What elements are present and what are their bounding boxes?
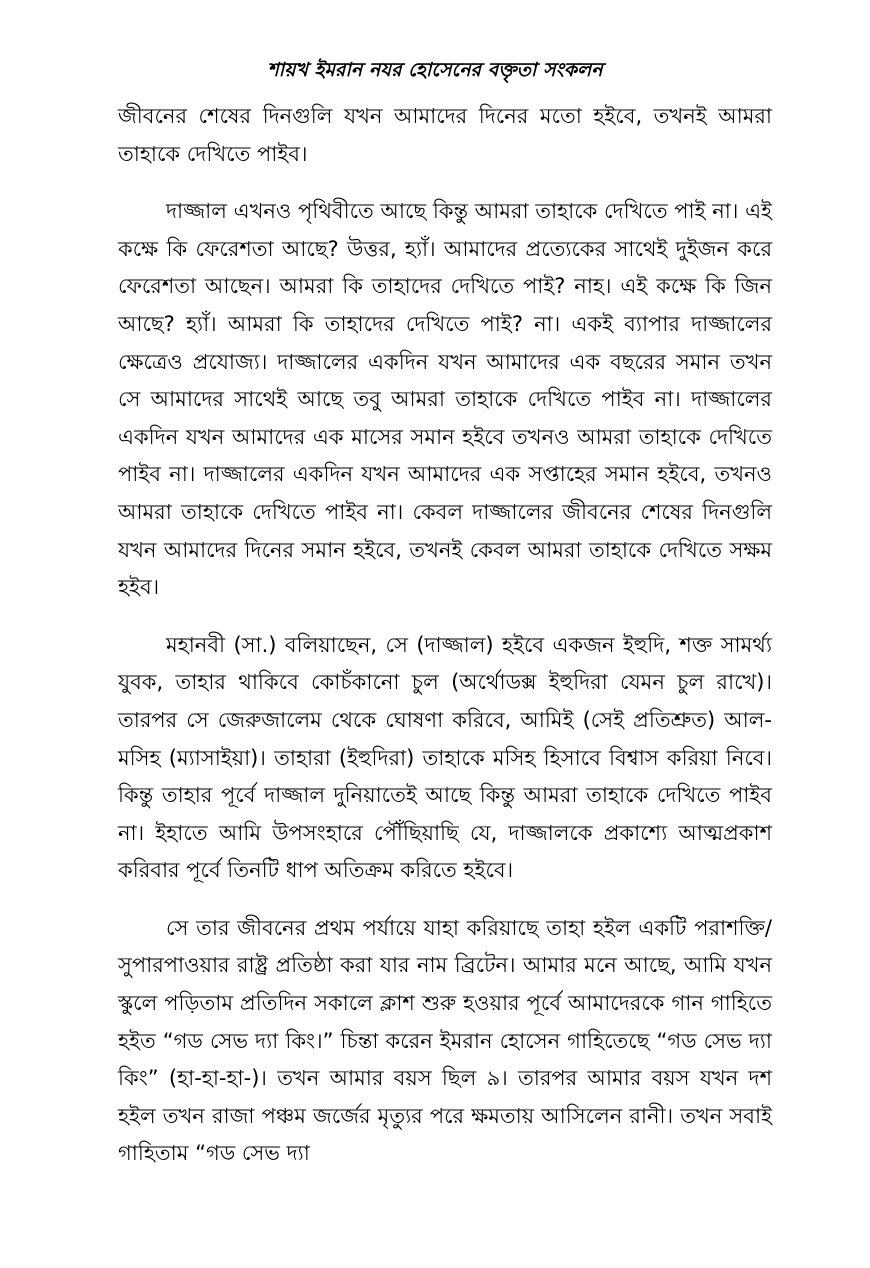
paragraph-4: সে তার জীবনের প্রথম পর্যায়ে যাহা করিয়াছে তাহা হইল একটি পরাশক্তি/সুপারপাওয়ার রাষ্ট্র প্রতিষ্ঠা করা যার নাম ব্রিটেন। আমার মনে আছে, আমি যখন স্কুলে পড়িতাম প্রতিদিন সকালে ক্লাশ শুরু হওয়ার পূর্বে আমাদেরকে গান গাহিতে হইত “গড সেভ দ্যা কিং।” চিন্তা করেন ইমরান হোসেন গাহিতেছে “গড সেভ দ্যা কিং” (হা-হা-হা-)। তখন আমার বয়স ছিল ৯। তারপর আমার বয়স যখন দশ হইল তখন রাজা পঞ্চম জর্জের মৃত্যুর পরে ক্ষমতায় আসিলেন রানী। তখন সবাই গাহিতাম “গড সেভ দ্যা [118, 915, 772, 1166]
paragraph-3: মহানবী (সা.) বলিয়াছেন, সে (দাজ্জাল) হইবে একজন ইহুদি, শক্ত সামর্থ্য যুবক, তাহার থাকিবে কোচঁকানো চুল (অর্থোডক্স ইহুদিরা যেমন চুল রাখে)। তারপর সে জেরুজালেম থেকে ঘোষণা করিবে, আমিই (সেই প্রতিশ্রুত) আল-মসিহ (ম্যাসাইয়া)। তাহারা (ইহুদিরা) তাহাকে মসিহ হিসাবে বিশ্বাস করিয়া নিবে। কিন্তু তাহার পূর্বে দাজ্জাল দুনিয়াতেই আছে কিন্তু আমরা তাহাকে দেখিতে পাইব না। ইহাতে আমি উপসংহারে পৌঁছিয়াছি যে, দাজ্জালকে প্রকাশ্যে আত্মপ্রকাশ করিবার পূর্বে তিনটি ধাপ অতিক্রম করিতে হইবে। [118, 632, 772, 883]
running-header: শায়খ ইমরান নযর হোসেনের বক্তৃতা সংকলন [267, 59, 603, 81]
paragraph-1: জীবনের শেষের দিনগুলি যখন আমাদের দিনের মতো হইবে, তখনই আমরা তাহাকে দেখিতে পাইব। [118, 104, 772, 166]
paragraph-2: দাজ্জাল এখনও পৃথিবীতে আছে কিন্তু আমরা তাহাকে দেখিতে পাই না। এই কক্ষে কি ফেরেশতা আছে? উত্তর, হ্যাঁ। আমাদের প্রত্যেকের সাথেই দুইজন করে ফেরেশতা আছেন। আমরা কি তাহাদের দেখিতে পাই? নাহ। এই কক্ষে কি জিন আছে? হ্যাঁ। আমরা কি তাহাদের দেখিতে পাই? না। একই ব্যাপার দাজ্জালের ক্ষেত্রেও প্রযোজ্য। দাজ্জালের একদিন যখন আমাদের এক বছরের সমান তখন সে আমাদের সাথেই আছে তবু আমরা তাহাকে দেখিতে পাইব না। দাজ্জালের একদিন যখন আমাদের এক মাসের সমান হইবে তখনও আমরা তাহাকে দেখিতে পাইব না। দাজ্জালের একদিন যখন আমাদের এক সপ্তাহের সমান হইবে, তখনও আমরা তাহাকে দেখিতে পাইব না। কেবল দাজ্জালের জীবনের শেষের দিনগুলি যখন আমাদের দিনের সমান হইবে, তখনই কেবল আমরা তাহাকে দেখিতে সক্ষম হইব। [118, 199, 772, 600]
body-text [118, 98, 772, 1193]
